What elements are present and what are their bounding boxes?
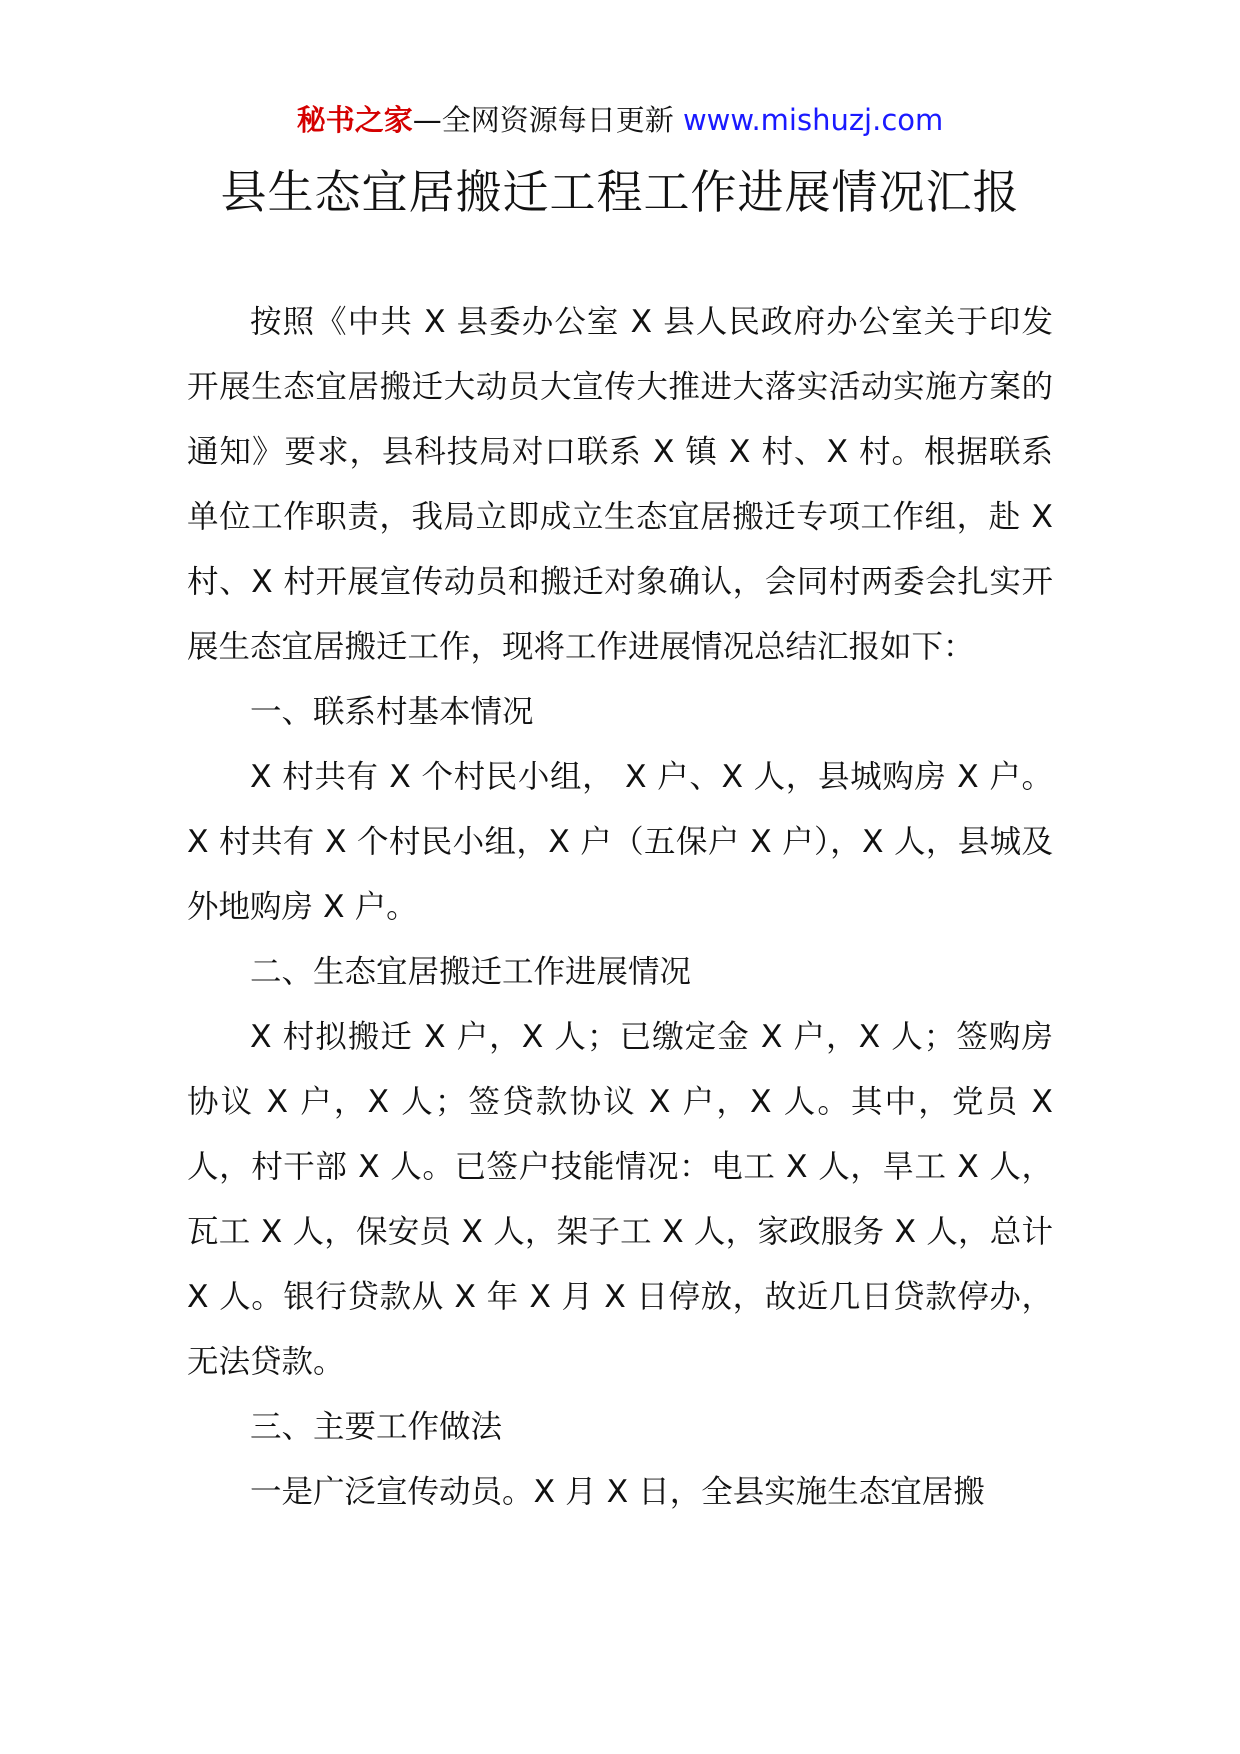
document-title: 县生态宜居搬迁工程工作进展情况汇报 bbox=[220, 165, 1020, 219]
site-url-link[interactable]: www.mishuzj.com bbox=[682, 103, 944, 137]
document-body bbox=[187, 290, 1053, 1525]
section-paragraph-1: X 村共有 X 个村民小组， X 户、X 人，县城购房 X 户。X 村共有 X 个村民小组，X 户（五保户 X 户），X 人，县城及外地购房 X 户。 bbox=[187, 759, 1053, 925]
site-header bbox=[0, 100, 1240, 140]
site-brand: 秘书之家 bbox=[296, 103, 413, 137]
intro-paragraph: 按照《中共 X 县委办公室 X 县人民政府办公室关于印发开展生态宜居搬迁大动员大宣传大推进大落实活动实施方案的通知》要求，县科技局对口联系 X 镇 X 村、X 村。根据联系单位工作职责，我局立即成立生态宜居搬迁专项工作组，赴 X 村、X 村开展宣传动员和搬迁对象确认，会同村两委会扎实开展生态宜居搬迁工作，现将工作进展情况总结汇报如下： bbox=[187, 304, 1053, 665]
site-tagline: —全网资源每日更新 bbox=[412, 103, 674, 137]
section-paragraph-2: X 村拟搬迁 X 户，X 人；已缴定金 X 户，X 人；签购房协议 X 户，X 人；签贷款协议 X 户，X 人。其中，党员 X 人，村干部 X 人。已签户技能情况：电工 X 人，旱工 X 人，瓦工 X 人，保安员 X 人，架子工 X 人，家政服务 X 人，总计 X 人。银行贷款从 X 年 X 月 X 日停放，故近几日贷款停办，无法贷款。 bbox=[187, 1019, 1053, 1380]
section-heading-2: 二、生态宜居搬迁工作进展情况 bbox=[250, 954, 692, 990]
section-heading-1: 一、联系村基本情况 bbox=[250, 694, 534, 730]
section-heading-3: 三、主要工作做法 bbox=[250, 1409, 503, 1445]
section-paragraph-3: 一是广泛宣传动员。X 月 X 日，全县实施生态宜居搬 bbox=[250, 1474, 985, 1510]
